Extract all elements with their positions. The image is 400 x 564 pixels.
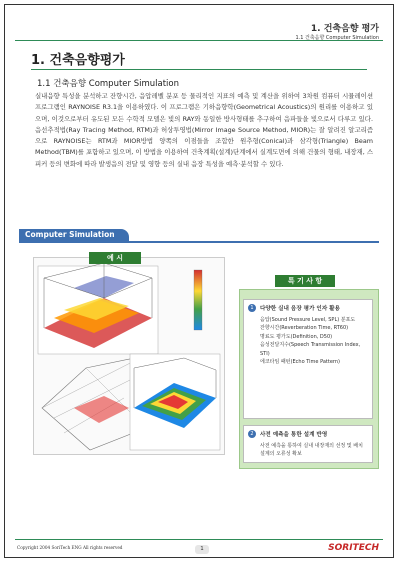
page-number: 1 (195, 545, 209, 554)
feature-list-1 (260, 316, 368, 366)
list-item: 설계의 오류성 확보 (260, 451, 302, 458)
soritech-logo: SORITECH (328, 543, 379, 553)
feature-title-1: 다양한 실내 음장 평가 인자 활용 (260, 306, 340, 312)
body-paragraph: 실내음향 특성을 분석하고 잔향시간, 음압레벨 분포 등 물리적인 지표의 예측 및 계산을 위하여 3차원 컴퓨터 시뮬레이션 프로그램인 RAYNOISE R3.1을 이용하였다. 이 프로그램은 기하음향학(Geometrical Acoustics)의 원리를 이용하고 있으며, 이것으로부터 유도된 모든 수학적 모델은 빛의 RAY와 동일한 방사형태를 추구하여 음파들을 빛으로서 다루고 있다. 음선추적법(Ray Tracing Method, RTM)과 허상투영법(Mirror Image Source Method, MIOR)는 잘 알려진 알고리즘으로 RAYNOISE는 RTM과 MIOR방법 양쪽의 이점들을 조합한 원추형(Conical)과 삼각형(Triangle) Beam Method(TBM)를 포함하고 있으며, 이 방법을 이용하여 건축계획(설계)단계에서 실계도면에 의해 건물의 형태, 내장재, 스피커 등의 변화에 따라 발생음의 전달 및 영향 등의 실내 음장 특성을 예측·분석할 수 있다. (35, 92, 373, 168)
footer-divider (15, 539, 383, 540)
feature-list-2 (260, 442, 368, 459)
simulation-images (33, 257, 225, 455)
heading-divider (31, 69, 367, 70)
page-heading: 1. 건축음향평가 (31, 53, 125, 68)
simulation-figure (34, 258, 224, 454)
document-page (4, 4, 394, 558)
header-divider (15, 40, 383, 41)
list-item: 잔향시간(Reverberation Time, RT60) (260, 325, 349, 332)
list-item: 사전 예측을 통하여 실내 내장재의 선정 및 배치 (260, 443, 363, 449)
list-item: 명료도 평가도(Definition, D50) (260, 333, 333, 340)
features-label: 특 기 사 항 (275, 275, 335, 287)
feature-title-2: 사전 예측을 통한 설계 반영 (260, 432, 328, 438)
header-subtitle: 1.1 건축음향 Computer Simulation (295, 35, 379, 41)
feature-box-1 (243, 299, 373, 419)
list-item: 에코타임 패턴(Echo Time Pattern) (260, 359, 341, 366)
list-item: 음성전달지수(Speech Transmission Index, STI) (260, 342, 361, 357)
simulation-image-top (38, 263, 202, 354)
example-label: 예 시 (89, 252, 141, 264)
feature-box-2 (243, 425, 373, 463)
simulation-image-right (130, 354, 220, 450)
section-tab: Computer Simulation (19, 229, 129, 241)
feature-number-2: 2 (248, 430, 256, 438)
copyright-text: Copyright 2004 SoriTech ENG All rights reserved (17, 545, 123, 550)
header-title: 1. 건축음향 평가 (310, 24, 379, 34)
feature-number-1: 1 (248, 304, 256, 312)
section-bar (19, 229, 379, 243)
list-item: 음압(Sound Pressure Level, SPL) 분포도 (260, 317, 356, 323)
section-subheading: 1.1 건축음향 Computer Simulation (37, 79, 179, 89)
